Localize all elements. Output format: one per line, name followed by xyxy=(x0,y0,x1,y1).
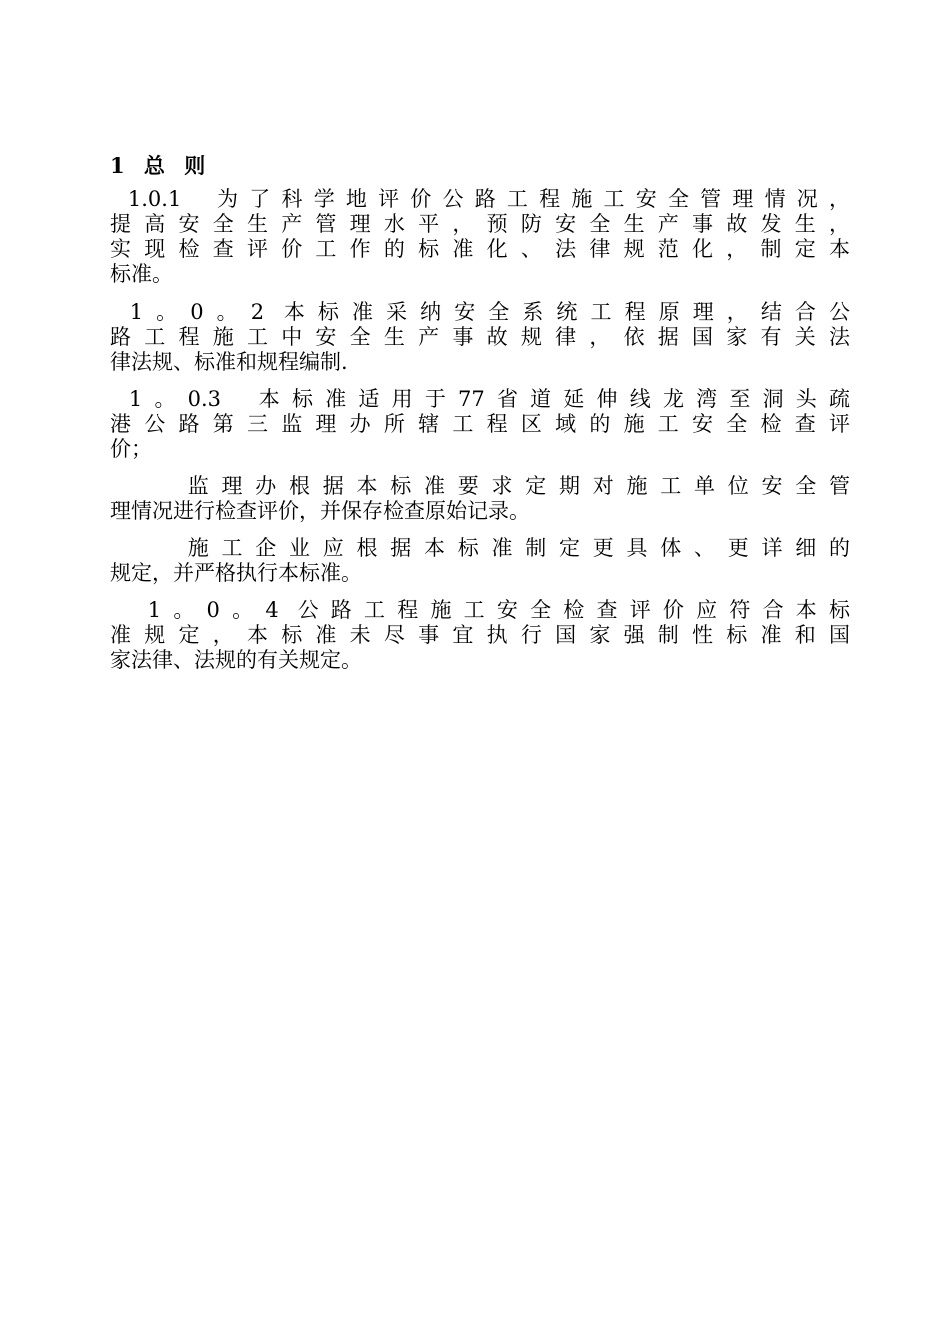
paragraph-enterprise xyxy=(110,536,850,586)
paragraph-1-0-1 xyxy=(110,187,850,287)
paragraph-line: 监理办根据本标准要求定期对施工单位安全管 xyxy=(110,474,850,498)
paragraph-line: 1。0。2 本标准采纳安全系统工程原理，结合公 xyxy=(110,300,850,324)
paragraph-line: 1.0.1 为了科学地评价公路工程施工安全管理情况， xyxy=(110,187,850,211)
paragraph-line: 准规定，本标准未尽事宜执行国家强制性标准和国 xyxy=(110,623,850,647)
paragraph-line: 家法律、法规的有关规定。 xyxy=(110,648,362,672)
section-heading: 1 总 则 xyxy=(110,153,212,178)
paragraph-line: 1。0。4 公路工程施工安全检查评价应符合本标 xyxy=(110,598,850,622)
paragraph-line: 港公路第三监理办所辖工程区域的施工安全检查评 xyxy=(110,412,850,436)
paragraph-line: 价； xyxy=(110,437,152,461)
paragraph-1-0-3 xyxy=(110,387,850,462)
paragraph-line: 标准。 xyxy=(110,262,173,286)
paragraph-1-0-2 xyxy=(110,300,850,375)
paragraph-line: 理情况进行检查评价，并保存检查原始记录。 xyxy=(110,499,530,523)
paragraph-line: 施工企业应根据本标准制定更具体、更详细的 xyxy=(110,536,850,560)
paragraph-line: 提高安全生产管理水平，预防安全生产事故发生， xyxy=(110,212,850,236)
paragraph-line: 规定，并严格执行本标准。 xyxy=(110,561,362,585)
paragraph-line: 实现检查评价工作的标准化、法律规范化，制定本 xyxy=(110,237,850,261)
paragraph-supervision xyxy=(110,474,850,524)
paragraph-line: 1。0.3 本标准适用于77省道延伸线龙湾至洞头疏 xyxy=(110,387,850,411)
paragraph-line: 律法规、标准和规程编制. xyxy=(110,350,348,374)
paragraph-line: 路工程施工中安全生产事故规律，依据国家有关法 xyxy=(110,325,850,349)
paragraph-1-0-4 xyxy=(110,598,850,673)
